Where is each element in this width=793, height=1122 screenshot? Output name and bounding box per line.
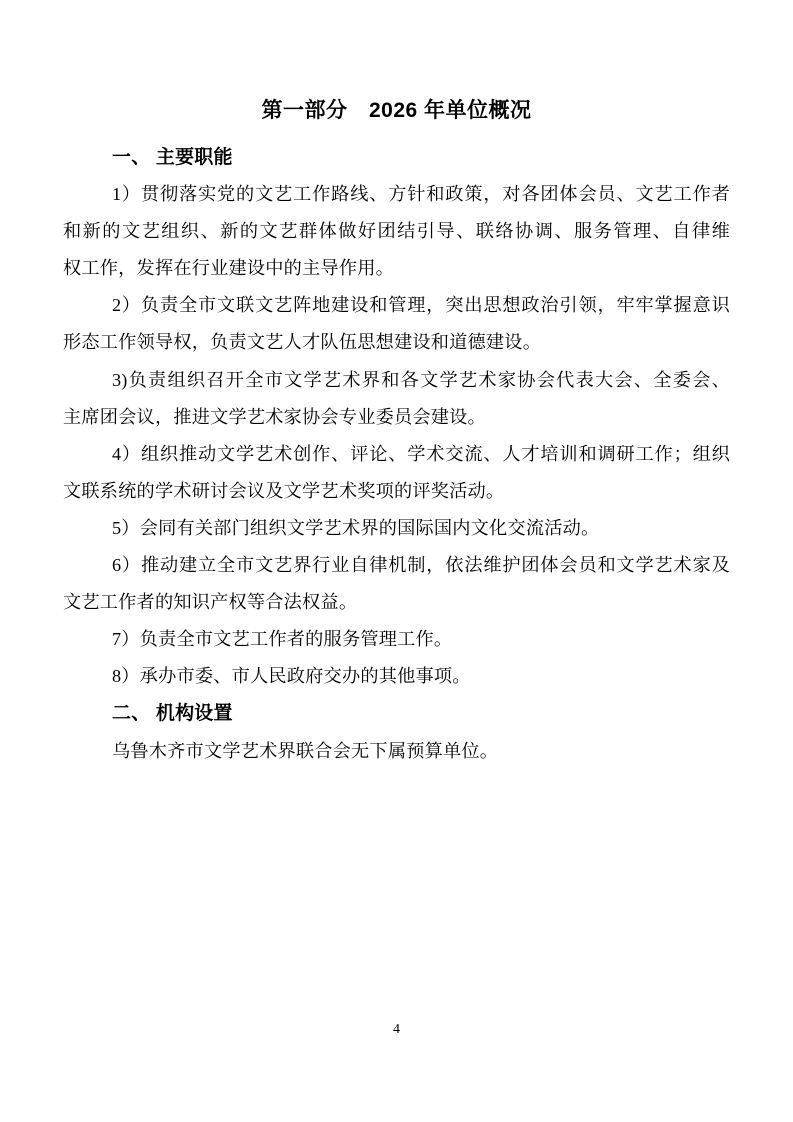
para-2-line-1: 2）负责全市文联文艺阵地建设和管理，突出思想政治引领，牢牢掌握意识: [112, 295, 730, 316]
section1-heading: 一、 主要职能: [112, 147, 233, 168]
para-3-line-1: 3)负责组织召开全市文学艺术界和各文学艺术家协会代表大会、全委会、: [112, 369, 730, 390]
para-6-line-1: 6）推动建立全市文艺界行业自律机制，依法维护团体会员和文学艺术家及: [112, 555, 730, 576]
section2-heading: 二、 机构设置: [112, 703, 233, 725]
para-4-line-1: 4）组织推动文学艺术创作、评论、学术交流、人才培训和调研工作；组织: [112, 443, 730, 464]
para-8-line-1: 8）承办市委、市人民政府交办的其他事项。: [112, 666, 471, 687]
para-4-line-2: 文联系统的学术研讨会议及文学艺术奖项的评奖活动。: [63, 480, 505, 501]
para-6-line-2: 文艺工作者的知识产权等合法权益。: [63, 592, 358, 613]
para-5-line-1: 5）会同有关部门组织文学艺术界的国际国内文化交流活动。: [112, 517, 600, 538]
para-7-line-1: 7）负责全市文艺工作者的服务管理工作。: [112, 629, 453, 650]
page-number: 4: [393, 1022, 400, 1037]
para-9-line-1: 乌鲁木齐市文学艺术界联合会无下属预算单位。: [112, 740, 499, 761]
para-1-line-2: 和新的文艺组织、新的文艺群体做好团结引导、联络协调、服务管理、自律维: [63, 221, 730, 242]
para-1-line-3: 权工作，发挥在行业建设中的主导作用。: [63, 258, 394, 279]
para-3-line-2: 主席团会议，推进文学艺术家协会专业委员会建设。: [63, 406, 486, 427]
document-body: [63, 139, 730, 770]
para-2-line-2: 形态工作领导权，负责文艺人才队伍思想建设和道德建设。: [63, 332, 542, 353]
document-title: 第一部分 2026 年单位概况: [261, 99, 532, 122]
para-1-line-1: 1）贯彻落实党的文艺工作路线、方针和政策，对各团体会员、文艺工作者: [112, 184, 730, 205]
